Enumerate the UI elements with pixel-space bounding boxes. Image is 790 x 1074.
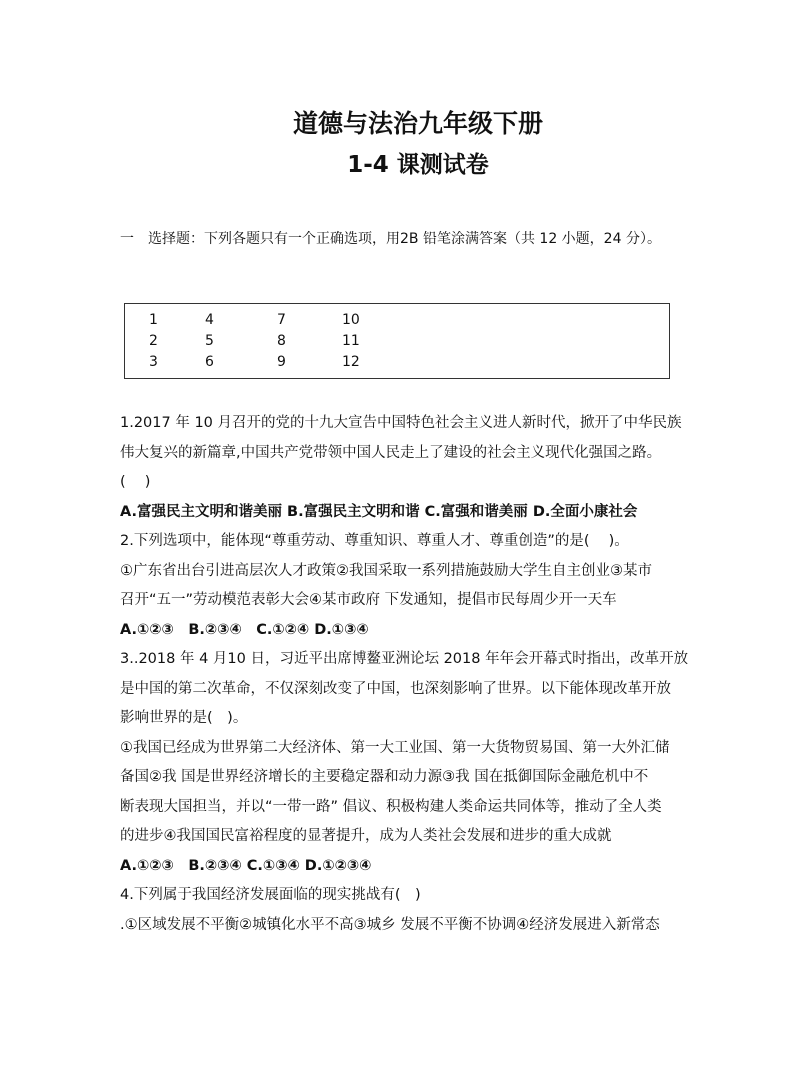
- exam-subtitle: 1-4 课测试卷: [347, 152, 489, 178]
- question-line: 伟大复兴的新篇章,中国共产党带领中国人民走上了建设的社会主义现代化强国之路。: [120, 444, 662, 461]
- question-line: 4.下列属于我国经济发展面临的现实挑战有( ): [120, 887, 421, 903]
- question-line: 影响世界的是( )。: [120, 710, 248, 726]
- grid-cell: 1: [149, 312, 158, 328]
- question-line: 的进步④我国国民富裕程度的显著提升，成为人类社会发展和进步的重大成就: [120, 828, 612, 844]
- question-line: ①广东省出台引进高层次人才政策②我国采取一系列措施鼓励大学生自主创业③某市: [120, 562, 652, 579]
- answer-grid: [124, 303, 670, 379]
- question-body: [120, 409, 689, 940]
- grid-cell: 8: [277, 333, 286, 349]
- question-line: 是中国的第二次革命，不仅深刻改变了中国，也深刻影响了世界。以下能体现改革开放: [120, 680, 671, 697]
- grid-cell: 11: [342, 333, 360, 349]
- exam-title: 道德与法治九年级下册: [292, 109, 543, 138]
- question-line: 召开“五一”劳动模范表彰大会④某市政府 下发通知，提倡市民每周少开一天车: [120, 592, 617, 608]
- grid-cell: 4: [205, 312, 214, 328]
- grid-cell: 3: [149, 354, 158, 370]
- question-line: 断表现大国担当，并以“一带一路” 倡议、积极构建人类命运共同体等，推动了全人类: [120, 798, 662, 815]
- grid-cell: 6: [205, 354, 214, 370]
- grid-cell: 9: [277, 354, 286, 370]
- grid-cell: 7: [277, 312, 286, 328]
- grid-cell: 12: [342, 354, 360, 370]
- grid-cell: 2: [149, 333, 158, 349]
- question-line: 3..2018 年 4 月10 日，习近平出席博鳌亚洲论坛 2018 年年会开幕式时指出，改革开放: [120, 651, 689, 667]
- answer-options: A.富强民主文明和谐美丽 B.富强民主文明和谐 C.富强和谐美丽 D.全面小康社会: [120, 503, 638, 520]
- question-line: 1.2017 年 10 月召开的党的十九大宣告中国特色社会主义进人新时代，掀开了中华民族: [120, 415, 682, 431]
- question-line: .①区域发展不平衡②城镇化水平不高③城乡 发展不平衡不协调④经济发展进入新常态: [120, 916, 660, 933]
- answer-options: A.①②③ B.②③④ C.①②④ D.①③④: [120, 621, 369, 638]
- grid-cell: 10: [342, 312, 360, 328]
- grid-cell: 5: [205, 333, 214, 349]
- question-line: ( ): [120, 474, 151, 490]
- question-line: 备国②我 国是世界经济增长的主要稳定器和动力源③我 国在抵御国际金融危机中不: [120, 769, 649, 785]
- section-heading: 一 选择题：下列各题只有一个正确选项，用2B 铅笔涂满答案（共 12 小题，24 分）。: [120, 231, 661, 247]
- answer-options: A.①②③ B.②③④ C.①③④ D.①②③④: [120, 857, 372, 874]
- question-line: 2.下列选项中，能体现“尊重劳动、尊重知识、尊重人才、尊重创造”的是( )。: [120, 533, 629, 549]
- question-line: ①我国已经成为世界第二大经济体、第一大工业国、第一大货物贸易国、第一大外汇储: [120, 739, 670, 756]
